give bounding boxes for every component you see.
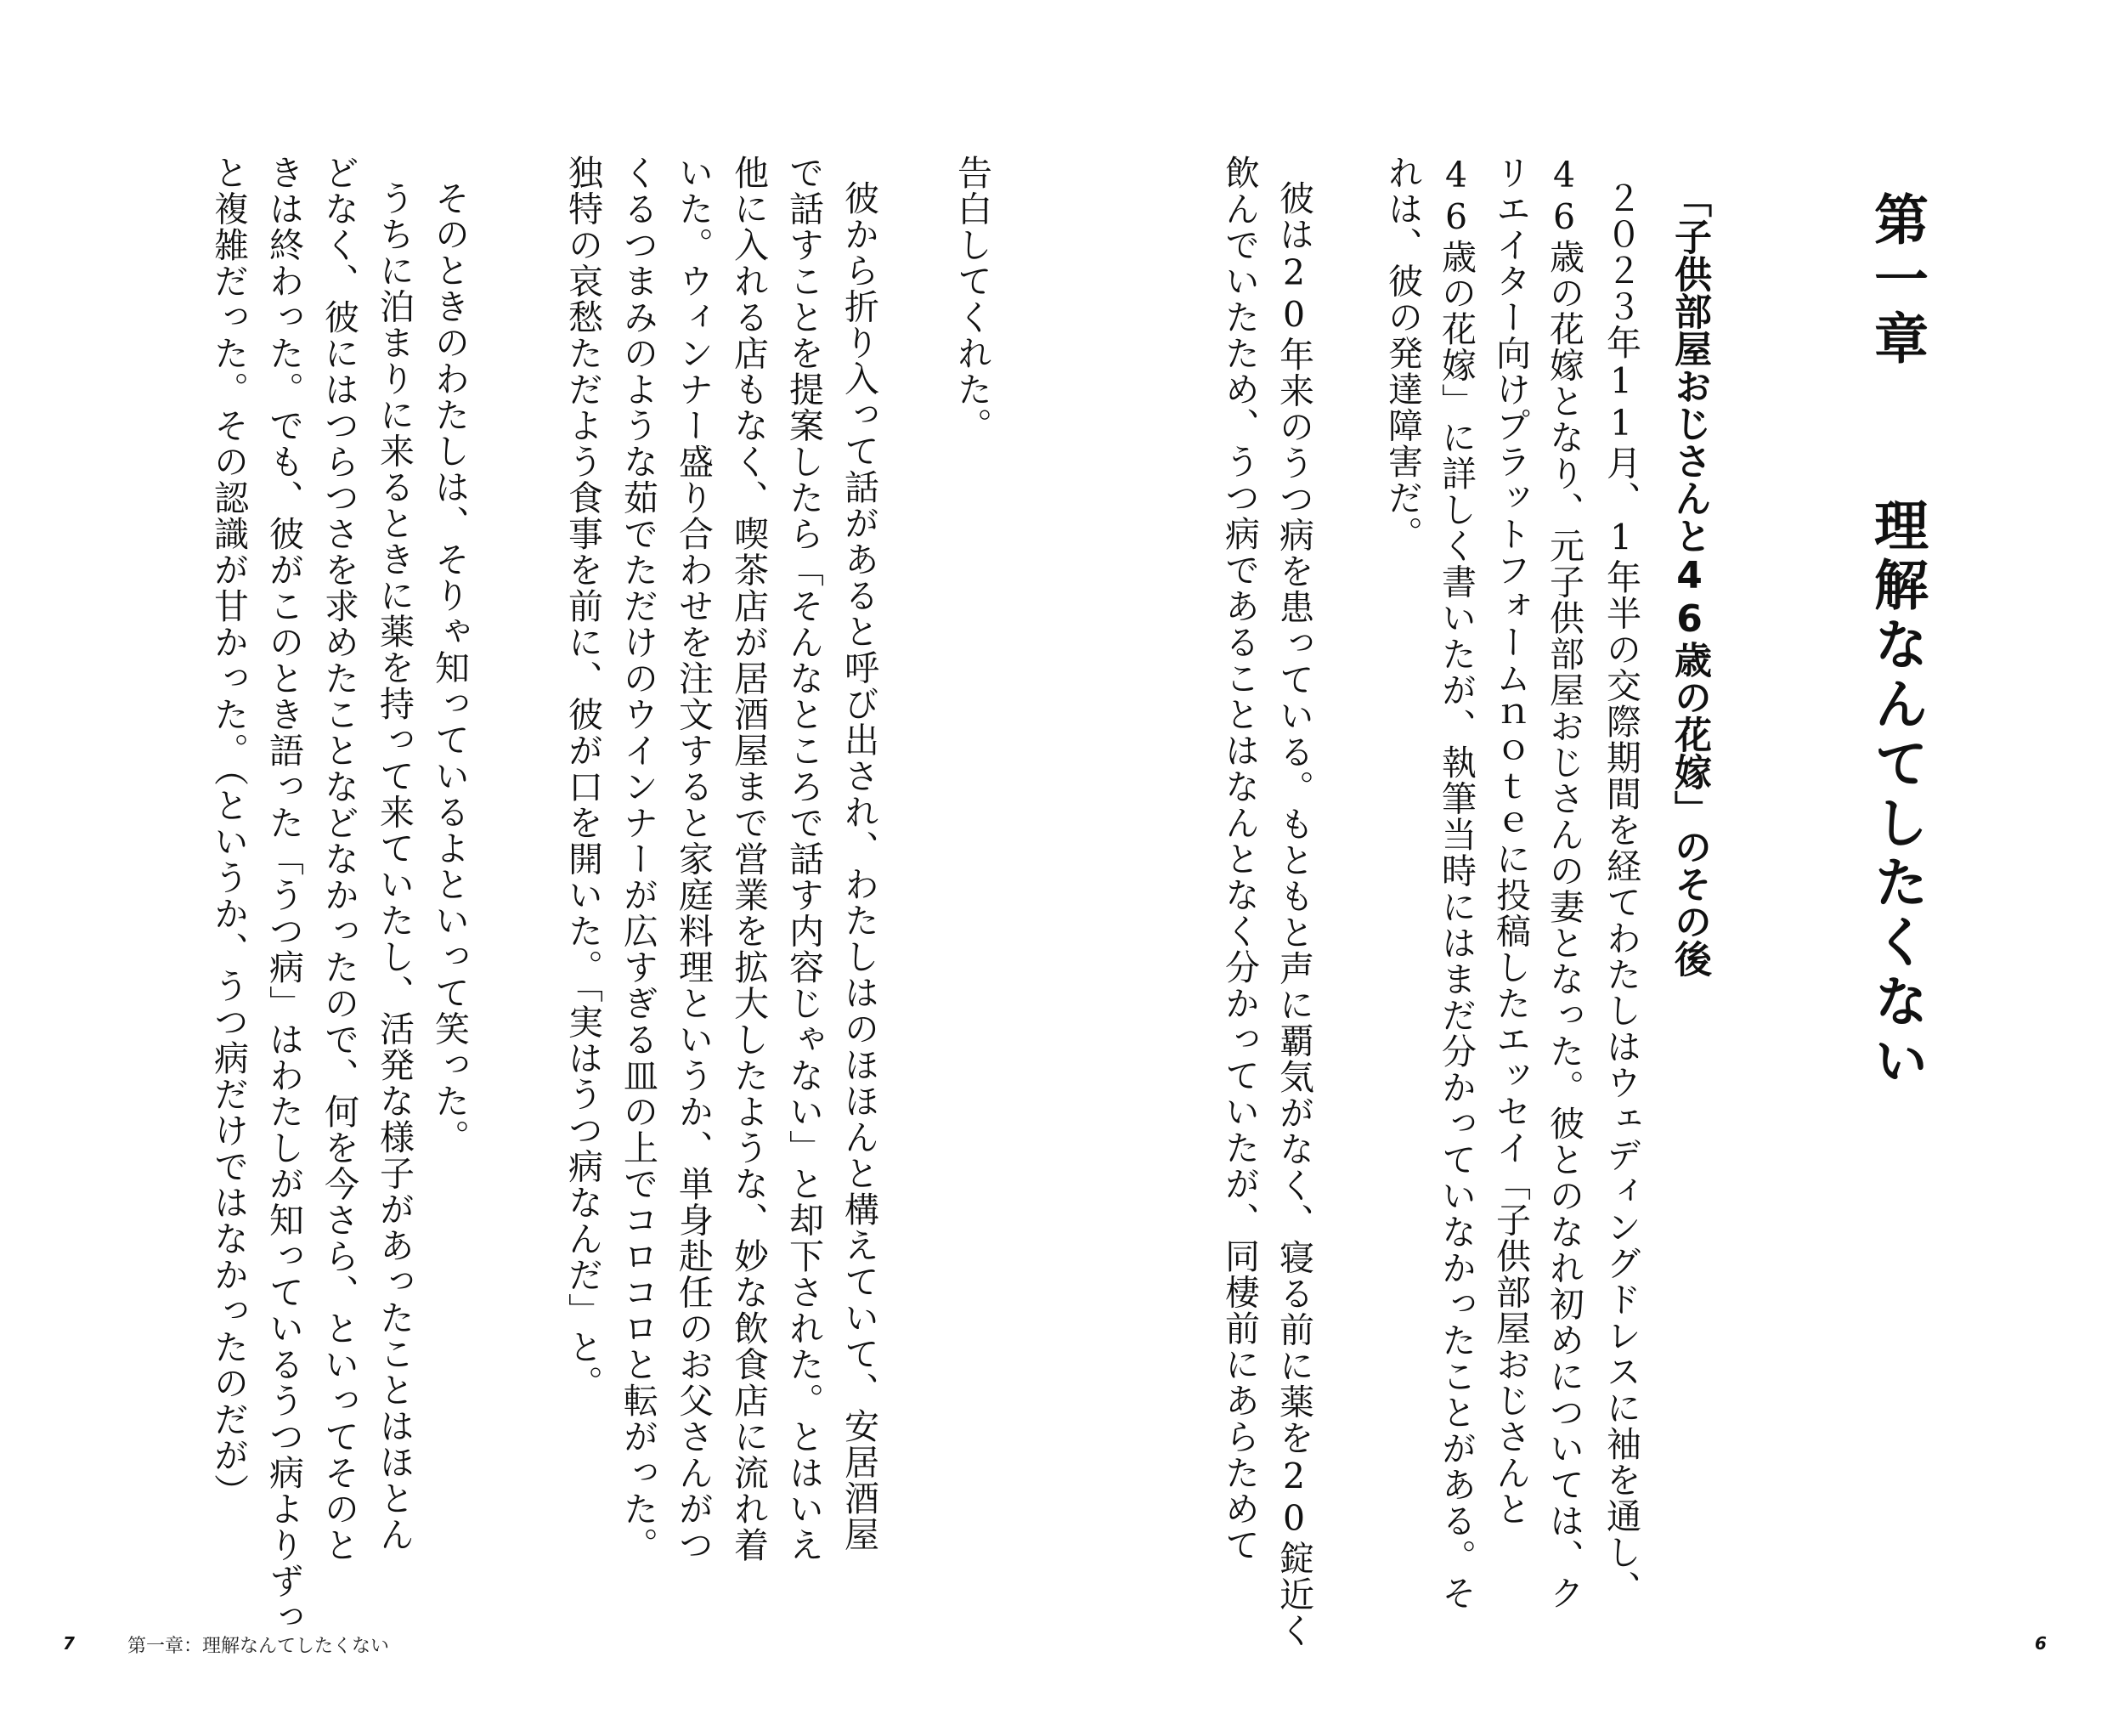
body-line: 独特の哀愁ただよう食事を前に、彼が口を開いた。「実はうつ病なんだ」と。 <box>562 155 603 1401</box>
body-line: 彼は20年来のうつ病を患っている。もともと声に覇気がなく、寝る前に薬を20錠近く <box>1274 180 1314 1648</box>
body-line: で話すことを提案したら「そんなところで話す内容じゃない」と却下された。とはいえ <box>783 155 824 1564</box>
chapter-number: 第一章 <box>1865 191 1928 370</box>
page-number-right: 6 <box>2035 1633 2047 1654</box>
section-heading: 「子供部屋おじさんと46歳の花嫁」のその後 <box>1668 180 1711 977</box>
body-line: きは終わった。でも、彼がこのとき語った「うつ病」はわたしが知っているうつ病よりずっ <box>263 155 304 1636</box>
body-line: いた。ウィンナー盛り合わせを注文すると家庭料理というか、単身赴任のお父さんがつ <box>673 155 714 1564</box>
body-line: うちに泊まりに来るときに薬を持って来ていたし、活発な様子があったことはほとん <box>374 180 415 1552</box>
body-line: 46歳の花嫁となり、元子供部屋おじさんの妻となった。彼とのなれ初めについては、ク <box>1544 155 1584 1611</box>
body-line: れは、彼の発達障害だ。 <box>1382 155 1423 552</box>
chapter-title-text: 理解なんてしたくない <box>1865 497 1928 1092</box>
running-head: 第一章：理解なんてしたくない <box>127 1636 390 1657</box>
body-line: 飲んでいたため、うつ病であることはなんとなく分かっていたが、同棲前にあらためて <box>1219 155 1260 1564</box>
body-line: リエイター向けプラットフォームｎｏｔｅに投稿したエッセイ「子供部屋おじさんと <box>1490 155 1531 1527</box>
body-line: 告白してくれた。 <box>952 155 992 444</box>
body-line: くるつまみのような茹でただけのウインナーが広すぎる皿の上でコロコロと転がった。 <box>618 155 658 1564</box>
body-line: そのときのわたしは、そりゃ知っているよといって笑った。 <box>429 180 470 1156</box>
chapter-title <box>1865 191 1928 1092</box>
body-line: 46歳の花嫁」に詳しく書いたが、執筆当時にはまだ分かっていなかったことがある。そ <box>1436 155 1477 1611</box>
body-line: 彼から折り入って話があると呼び出され、わたしはのほほんと構えていて、安居酒屋 <box>839 180 879 1552</box>
page-number-left: 7 <box>63 1633 75 1654</box>
body-line: ２０２３年11月、1年半の交際期間を経てわたしはウェディングドレスに袖を通し、 <box>1601 180 1641 1607</box>
body-line: どなく、彼にはつらつさを求めたことなどなかったので、何を今さら、といってそのと <box>319 155 359 1564</box>
body-line: 他に入れる店もなく、喫茶店が居酒屋まで営業を拡大したような、妙な飲食店に流れ着 <box>728 155 769 1564</box>
body-line: と複雑だった。その認識が甘かった。（というか、うつ病だけではなかったのだが） <box>208 155 249 1510</box>
